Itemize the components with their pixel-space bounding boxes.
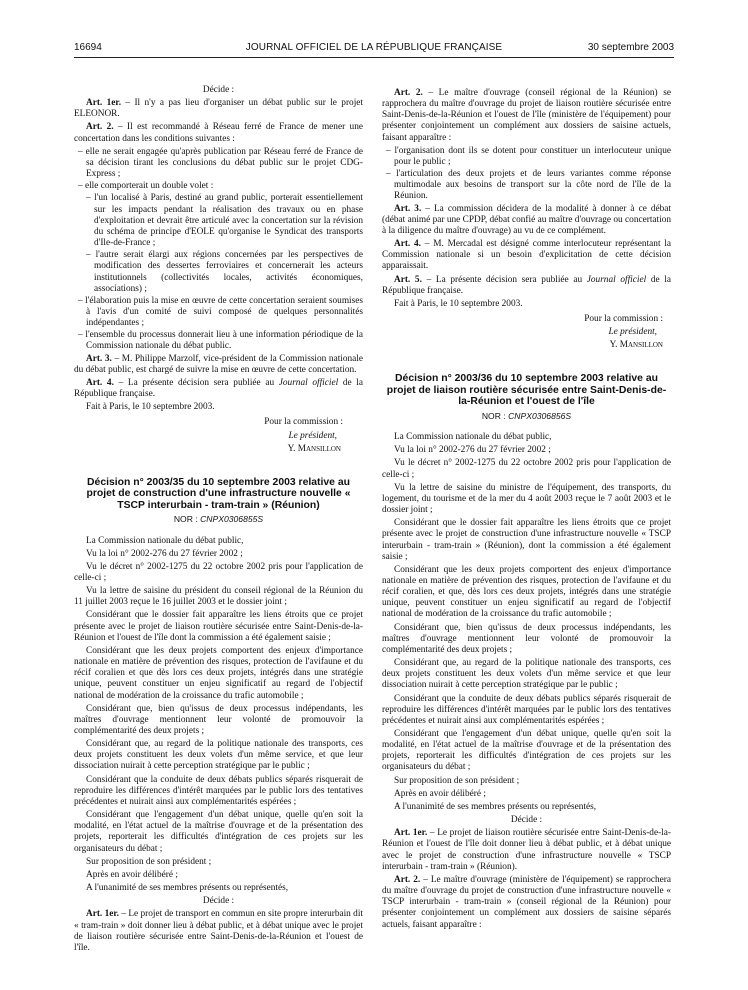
article-label: Art. 1er. <box>86 98 122 109</box>
article-2: Art. 2. – Il est recommandé à Réseau ferré de France de mener une concertation dans les conditions suivantes : <box>74 122 363 144</box>
decision-paragraph: La Commission nationale du débat public, <box>394 432 552 443</box>
decision-paragraph: Après en avoir délibéré ; <box>86 869 178 880</box>
article-label: Art. 4. <box>394 239 422 250</box>
decision-title: Décision n° 2003/36 du 10 septembre 2003 relative au projet de liaison routière sécurisée entre Saint-Denis-de-la-Réunion et l'ouest de l'île <box>386 373 667 408</box>
article-1: Art. 1er. – Il n'y a pas lieu d'organiser un débat public sur le projet ELEONOR. <box>74 98 363 120</box>
decision-paragraph: Considérant que l'engagement d'un débat unique, quelle qu'en soit la modalité, en l'état actuel de la maîtrise d'ouvrage et de la présentation des projets, reporterait les difficultés d'intégration de ces projets sur les organisateurs du débat ; <box>74 810 363 854</box>
article-label: Art. 2. <box>394 874 421 885</box>
decision-paragraph: A l'unanimité de ses membres présents ou représentés, <box>394 801 597 812</box>
done-at: Fait à Paris, le 10 septembre 2003. <box>394 298 523 309</box>
article-3: Art. 3. – M. Philippe Marzolf, vice-président de la Commission nationale du débat public, est chargé de suivre la mise en œuvre de cette concertation. <box>74 353 363 375</box>
signature-role: Le président, <box>608 327 657 338</box>
article-label: Art. 3. <box>394 203 422 214</box>
list-item: – elle comporterait un double volet : <box>78 181 214 192</box>
signature-for: Pour la commission : <box>584 313 663 324</box>
article-label: Art. 2. <box>86 122 114 133</box>
decision-paragraph: Vu la lettre de saisine du ministre de l'équipement, des transports, du logement, du tourisme et de la mer du 4 août 2003 reçue le 7 août 2003 et le dossier joint ; <box>382 482 671 516</box>
page-header <box>74 42 674 56</box>
page-number: 16694 <box>74 42 102 53</box>
decision-paragraph: Considérant que le dossier fait apparaître les liens étroits que ce projet présente avec le projet de liaison routière sécurisée entre Saint-Denis-de-la-Réunion et l'ouest de l'île dont la commission a été également saisie ; <box>74 610 363 643</box>
decision-paragraph: Vu le décret n° 2002-1275 du 22 octobre 2002 pris pour l'application de celle-ci ; <box>382 458 671 480</box>
article-3: Art. 3. – La commission décidera de la modalité à donner à ce débat (débat animé par une CPDP, débat confié au maître d'ouvrage ou concertation à la diligence du maître d'ouvrage) au vu de ce complément. <box>382 203 671 236</box>
article-label: Art. 1er. <box>86 909 119 920</box>
list-item: – l'élaboration puis la mise en œuvre de cette concertation seraient soumises à l'avis d'un comité de suivi composé de quelques personnalités indépendantes ; <box>78 295 363 329</box>
decision-paragraph: Vu la loi n° 2002-276 du 27 février 2002 ; <box>86 548 243 559</box>
decision-paragraph: Vu le décret n° 2002-1275 du 22 octobre 2002 pris pour l'application de celle-ci ; <box>74 561 363 583</box>
journal-title: JOURNAL OFFICIEL DE LA RÉPUBLIQUE FRANÇAISE <box>245 42 503 53</box>
decision-paragraph: Considérant que les deux projets comportent des enjeux d'importance nationale en matière de prévention des risques, protection de l'avifaune et du récif coralien et que dès lors ces deux projets, intégrés dans une stratégie unique, peuvent constituer un enjeu significatif au regard de l'objectif national de modération de la croissance du trafic automobile ; <box>74 645 363 701</box>
article-label: Art. 5. <box>394 274 422 285</box>
article-2: Art. 2. – Le maître d'ouvrage (conseil régional de la Réunion) se rapprochera du maître d'ouvrage du projet de liaison routière sécurisée entre Saint-Denis-de-la-Réunion et l'ouest de l'île (ministère de l'équipement) pour présenter conjointement un complément aux dossiers de saisine actuels, faisant apparaître : <box>382 88 671 143</box>
header-rule <box>74 57 674 58</box>
article-label: Art. 1er. <box>394 828 428 839</box>
list-item: – l'ensemble du processus donnerait lieu à une information périodique de la Commission nationale du débat public. <box>78 330 363 352</box>
decision-paragraph: La Commission nationale du débat public, <box>86 535 244 546</box>
decision-paragraph: Considérant que la conduite de deux débats publics séparés risquerait de reproduire les différences d'intérêt marquées par le public lors des tentatives précédentes et nuirait ainsi aux complémentarités espérées ; <box>74 774 363 807</box>
decision-paragraph: Considérant que, au regard de la politique nationale des transports, ces deux projets constituent les deux volets d'un même service, et que leur dissociation nuirait à cette perception stratégique par le public ; <box>74 739 363 772</box>
signature-role: Le président, <box>288 430 337 441</box>
decide-label: Décide : <box>202 896 235 907</box>
decision-paragraph: Considérant que, bien qu'issus de deux processus indépendants, les maîtres d'ouvrage mentionnent leur volonté de promouvoir la complémentarité des deux projets ; <box>382 622 671 655</box>
decision-paragraphs <box>74 536 363 895</box>
decision-paragraph: Considérant que, bien qu'issus de deux processus indépendants, les maîtres d'ouvrage mentionnent leur volonté de promouvoir la complémentarité des deux projets ; <box>74 703 363 736</box>
right-column <box>382 88 671 933</box>
article-4: Art. 4. – La présente décision sera publiée au Journal officiel de la République française. <box>74 377 363 400</box>
decision-paragraph: Considérant que le dossier fait apparaître les liens étroits que ce projet présente avec le projet de construction d'une infrastructure nouvelle « TSCP interurbain - tram-train » (Réunion), dont la commission a été également saisie ; <box>382 518 671 562</box>
list-item: – elle ne serait engagée qu'après publication par Réseau ferré de France de sa décision tirant les conclusions du débat public sur le projet CDG-Express ; <box>78 146 363 180</box>
decision-paragraph: Après en avoir délibéré ; <box>394 788 486 799</box>
list-item: – l'organisation dont ils se dotent pour constituer un interlocuteur unique pour le public ; <box>386 145 671 167</box>
list-item: – l'articulation des deux projets et de leurs variantes comme réponse multimodale aux besoins de transport sur la côte nord de l'île de la Réunion. <box>386 169 671 202</box>
article-1: Art. 1er. – Le projet de liaison routière sécurisée entre Saint-Denis-de-la-Réunion et l'ouest de l'île doit donner lieu à débat public, et à débat unique avec le projet de construction d'une infrastructure nouvelle « TSCP interurbain - tram-train » (Réunion). <box>382 828 671 872</box>
signature-name: Y. Mansillon <box>287 443 341 454</box>
decision-paragraph: Considérant que la conduite de deux débats publics séparés risquerait de reproduire les différences d'intérêt marquées par le public lors des tentatives précédentes et nuirait ainsi aux complémentarités espérées ; <box>382 693 671 726</box>
done-at: Fait à Paris, le 10 septembre 2003. <box>86 402 215 413</box>
decide-label: Décide : <box>202 85 235 95</box>
decision-paragraph: Considérant que, au regard de la politique nationale des transports, ces deux projets constituent les deux volets d'un même service et que leur dissociation nuirait à cette perception stratégique par le public ; <box>382 658 671 691</box>
signature-for: Pour la commission : <box>264 417 343 428</box>
article-label: Art. 4. <box>86 377 114 388</box>
decision-paragraph: Considérant que les deux projets comportent des enjeux d'importance nationale en matière de prévention des risques, protection de l'avifaune et du récif coralien, et que, dès lors ces deux projets, intégrés dans une stratégie unique, peuvent constituer un enjeu significatif au regard de l'objectif national de modération de la croissance du trafic automobile ; <box>382 564 671 620</box>
decision-paragraphs <box>382 432 671 813</box>
article-5: Art. 5. – La présente décision sera publiée au Journal officiel de la République française. <box>382 274 671 296</box>
decide-label: Décide : <box>510 815 543 826</box>
left-column <box>74 85 363 956</box>
article-label: Art. 3. <box>86 353 112 364</box>
signature-name: Y. Mansillon <box>609 340 663 351</box>
decision-paragraph: Vu la loi n° 2002-276 du 27 février 2002 ; <box>394 445 551 456</box>
article-2: Art. 2. – Le maître d'ouvrage (ministère de l'équipement) se rapprochera du maître d'ouvrage du projet de construction d'une infrastructure nouvelle « TSCP interurbain - tram-train » (conseil régional de la Réunion) pour présenter conjointement un complément aux dossiers de saisine séparés actuels, faisant apparaître : <box>382 874 671 930</box>
nor-reference: NOR : CNPX0306855S <box>173 514 264 525</box>
issue-date: 30 septembre 2003 <box>587 42 674 53</box>
article-4: Art. 4. – M. Mercadal est désigné comme interlocuteur représentant la Commission nationale si un besoin d'explicitation de cette décision apparaissait. <box>382 239 672 272</box>
decision-paragraph: Sur proposition de son président ; <box>86 856 212 867</box>
sub-list-item: – l'un localisé à Paris, destiné au grand public, porterait essentiellement sur les impacts pendant la réalisation des travaux ou en phase d'exploitation et devrait être articulé avec la concertation sur la révision du schéma de principe d'EOLE qu'organise le Syndicat des transports d'Ile-de-France ; <box>86 193 363 249</box>
nor-reference: NOR : CNPX0306856S <box>481 410 572 421</box>
decision-paragraph: Considérant que l'engagement d'un débat unique, quelle qu'en soit la modalité, en l'état actuel de la maîtrise d'ouvrage et de la présentation des projets, reporterait les difficultés d'intégration de ces projets sur les organisateurs du débat ; <box>382 729 671 773</box>
sub-list-item: – l'autre serait élargi aux régions concernées par les perspectives de modification des dessertes ferroviaires et concernerait les acteurs institutionnels (collectivités locales, activités économiques, associations) ; <box>86 250 363 294</box>
article-label: Art. 2. <box>394 88 423 98</box>
decision-paragraph: Sur proposition de son président ; <box>394 775 520 786</box>
decision-paragraph: A l'unanimité de ses membres présents ou représentés, <box>86 883 289 894</box>
article-1: Art. 1er. – Le projet de transport en commun en site propre interurbain dit « tram-train » doit donner lieu à débat public, et à débat unique avec le projet de liaison routière sécurisée entre Saint-Denis-de-la-Réunion et l'ouest de l'île. <box>74 909 363 953</box>
decision-title: Décision n° 2003/35 du 10 septembre 2003 relative au projet de construction d'une infrastructure nouvelle « TSCP interurbain - tram-train » (Réunion) <box>86 476 351 511</box>
decision-paragraph: Vu la lettre de saisine du président du conseil régional de la Réunion du 11 juillet 2003 reçue le 16 juillet 2003 et le dossier joint ; <box>74 586 363 608</box>
